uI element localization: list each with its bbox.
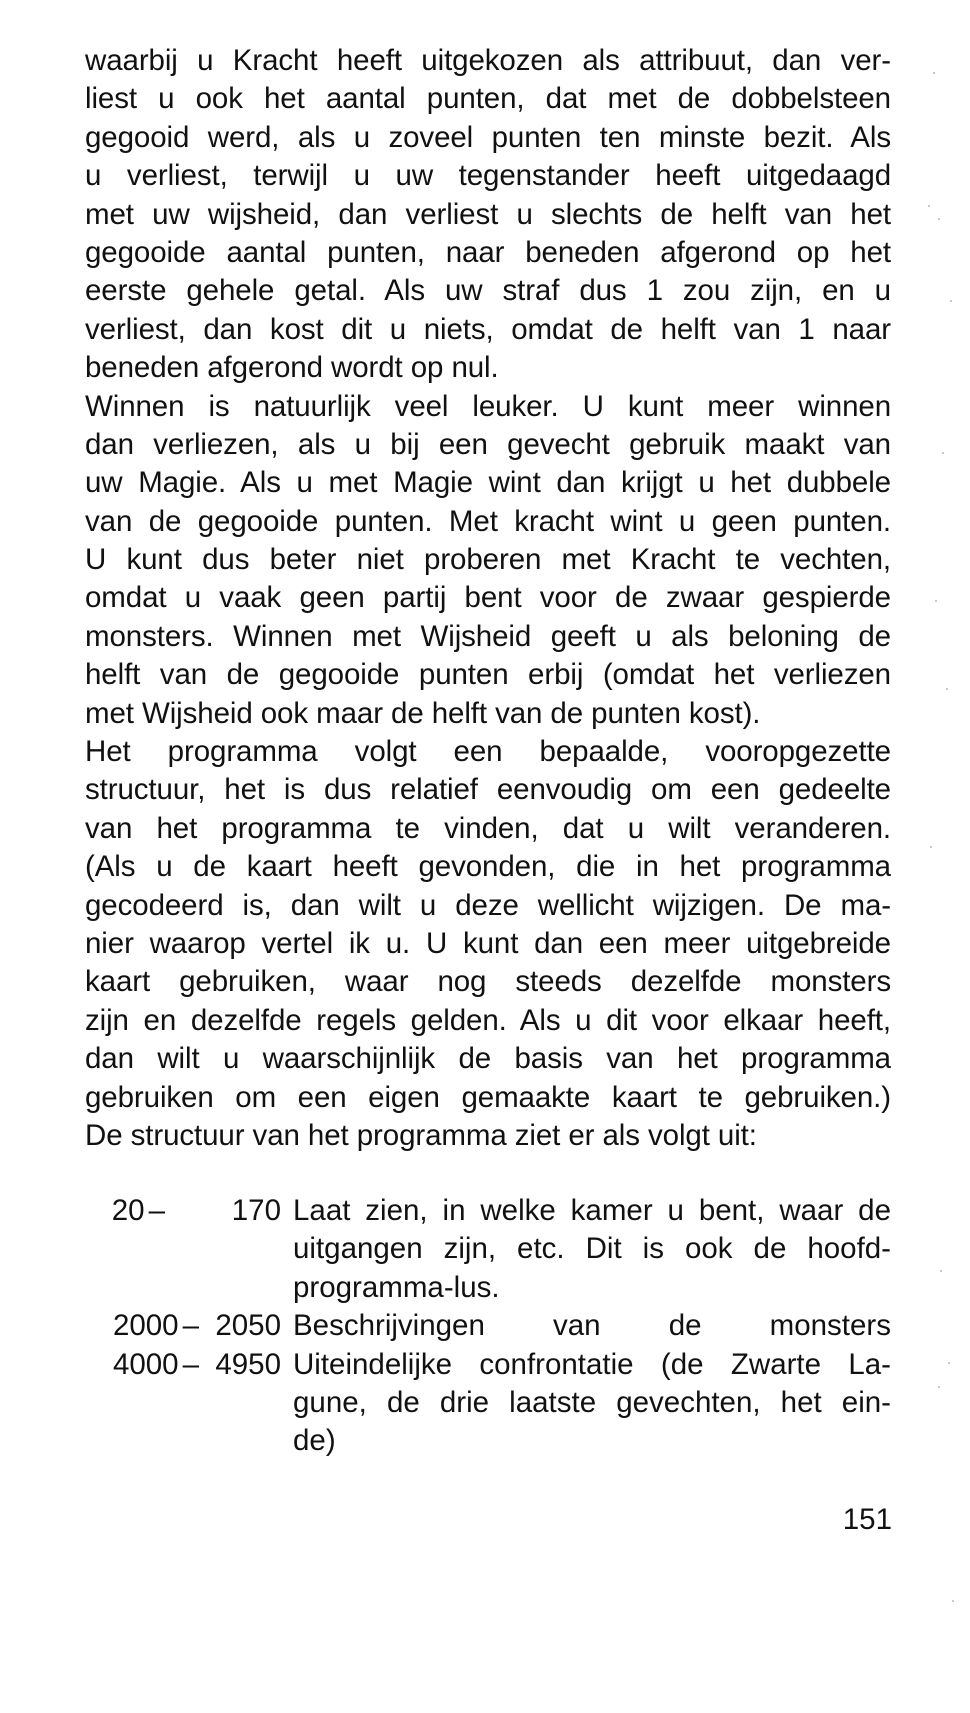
text-line: met uw wijsheid, dan verliest u slechts de helft van het	[85, 197, 891, 231]
scan-speck	[946, 688, 948, 690]
range-start: 4000	[112, 1347, 179, 1381]
description-line: de)	[293, 1424, 336, 1458]
text-line: Het programma volgt een bepaalde, vooropgezette	[85, 735, 891, 769]
scan-speck	[942, 452, 944, 454]
scan-speck	[940, 1270, 942, 1272]
range-end: 2050	[215, 1309, 281, 1343]
line-number-range	[85, 1307, 281, 1345]
text-line: gecodeerd is, dan wilt u deze wellicht wijzigen. De ma-	[85, 888, 891, 922]
text-line: zijn en dezelfde regels gelden. Als u dit voor elkaar heeft,	[85, 1003, 891, 1037]
text-line: gegooide aantal punten, naar beneden afgerond op het	[85, 235, 891, 269]
description-line: uitgangen zijn, etc. Dit is ook de hoofd-	[293, 1232, 891, 1266]
line-number-range	[85, 1192, 281, 1230]
range-end: 4950	[215, 1347, 281, 1381]
scan-speck	[930, 846, 932, 848]
text-line: De structuur van het programma ziet er als volgt uit:	[85, 1118, 757, 1152]
text-line: waarbij u Kracht heeft uitgekozen als attribuut, dan ver-	[85, 44, 891, 77]
text-line: kaart gebruiken, waar nog steeds dezelfde monsters	[85, 965, 891, 999]
text-line: monsters. Winnen met Wijsheid geeft u als beloning de	[85, 619, 891, 653]
range-end: 170	[231, 1194, 281, 1227]
text-line: met Wijsheid ook maar de helft van de punten kost).	[85, 696, 761, 730]
text-line: gegooid werd, als u zoveel punten ten minste bezit. Als	[85, 120, 891, 154]
page-number: 151	[842, 1503, 892, 1536]
range-start: 2000	[112, 1309, 179, 1343]
program-structure-list	[85, 1192, 891, 1461]
text-line: u verliest, terwijl u uw tegenstander heeft uitgedaagd	[85, 159, 891, 193]
description-line: Uiteindelijke confrontatie (de Zwarte La-	[293, 1347, 891, 1381]
scan-speck	[938, 1386, 940, 1388]
text-line: U kunt dus beter niet proberen met Kracht te vechten,	[85, 543, 891, 577]
scan-speck	[935, 600, 937, 602]
text-line: omdat u vaak geen partij bent voor de zwaar gespierde	[85, 581, 891, 615]
scan-speck	[948, 1362, 950, 1364]
list-item	[85, 1307, 891, 1345]
line-number-range	[85, 1346, 281, 1384]
text-line: verliest, dan kost dit u niets, omdat de helft van 1 naar	[85, 312, 891, 346]
description-line: programma-lus.	[293, 1270, 500, 1304]
range-description	[293, 1192, 891, 1307]
text-line: structuur, het is dus relatief eenvoudig om een gedeelte	[85, 773, 891, 807]
text-line: helft van de gegooide punten erbij (omdat het verliezen	[85, 658, 891, 692]
description-line: gune, de drie laatste gevechten, het ein-	[293, 1385, 891, 1419]
text-line: nier waarop vertel ik u. U kunt dan een meer uitgebreide	[85, 926, 891, 960]
scan-speck	[928, 205, 930, 207]
text-line: van het programma te vinden, dat u wilt veranderen.	[85, 811, 891, 845]
text-line: dan wilt u waarschijnlijk de basis van het programma	[85, 1042, 891, 1076]
scan-speck	[933, 72, 935, 74]
description-line: Laat zien, in welke kamer u bent, waar de	[293, 1194, 891, 1227]
text-line: liest u ook het aantal punten, dat met de dobbelsteen	[85, 82, 891, 116]
text-line: eerste gehele getal. Als uw straf dus 1 zou zijn, en u	[85, 274, 891, 308]
text-line: beneden afgerond wordt op nul.	[85, 351, 499, 385]
text-line: gebruiken om een eigen gemaakte kaart te gebruiken.)	[85, 1080, 891, 1114]
list-item	[85, 1346, 891, 1461]
scan-speck	[938, 218, 940, 220]
text-line: Winnen is natuurlijk veel leuker. U kunt meer winnen	[85, 389, 891, 423]
list-item	[85, 1192, 891, 1307]
range-description	[293, 1346, 891, 1461]
scan-speck	[950, 300, 952, 302]
range-description	[293, 1307, 891, 1345]
range-start: 20	[111, 1194, 145, 1227]
range-dash: –	[148, 1194, 165, 1227]
text-line: dan verliezen, als u bij een gevecht gebruik maakt van	[85, 427, 891, 461]
body-text	[85, 42, 891, 1155]
range-dash: –	[182, 1309, 199, 1343]
scan-speck	[952, 1600, 954, 1602]
text-line: uw Magie. Als u met Magie wint dan krijgt u het dubbele	[85, 466, 891, 500]
text-line: van de gegooide punten. Met kracht wint u geen punten.	[85, 504, 891, 538]
description-line: Beschrijvingen van de monsters	[293, 1309, 891, 1343]
range-dash: –	[182, 1347, 199, 1381]
text-line: (Als u de kaart heeft gevonden, die in het programma	[85, 850, 891, 884]
